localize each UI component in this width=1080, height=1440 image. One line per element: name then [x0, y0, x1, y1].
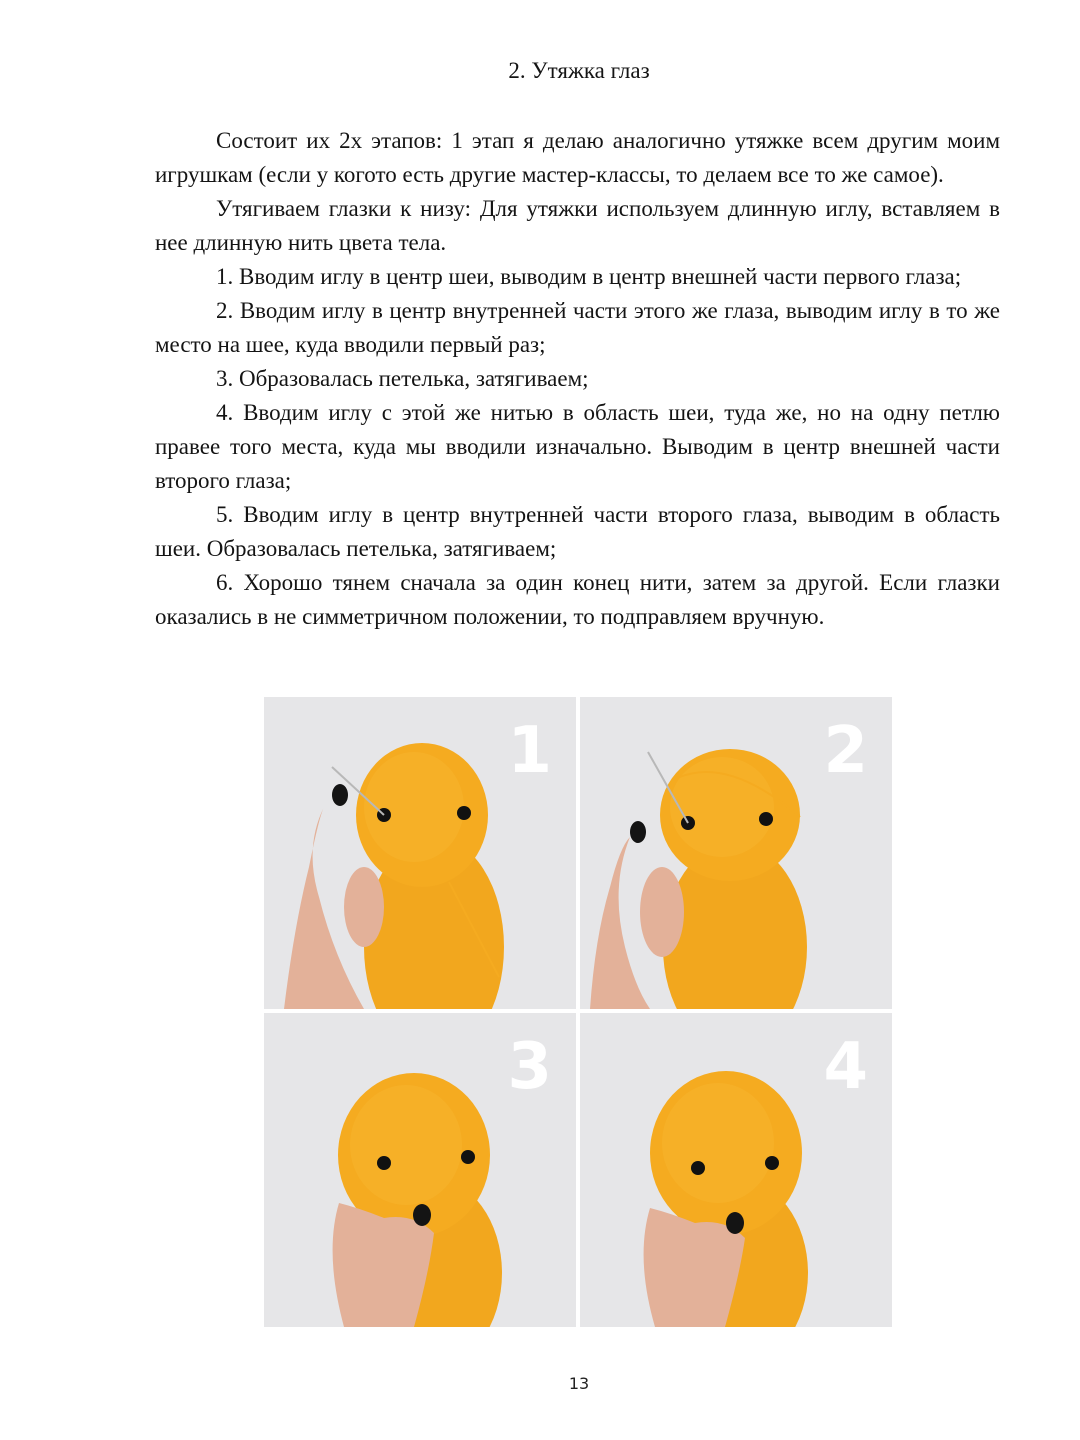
body-text [155, 124, 1000, 634]
photo-step-2 [580, 697, 892, 1009]
step-number-4: 4 [823, 1030, 868, 1104]
photo-step-1 [264, 697, 576, 1009]
photo-grid [264, 697, 893, 1327]
step-number-2: 2 [823, 714, 868, 788]
photo-step-3 [264, 1013, 576, 1327]
step-2-text: 2. Вводим иглу в центр внутренней части этого же глаза, выводим иглу в то же место на шее, куда вводили первый раз; [155, 298, 1000, 357]
paragraph-tightening: Утягиваем глазки к низу: Для утяжки используем длинную иглу, вставляем в нее длинную нить цвета тела. [155, 196, 1000, 255]
step-6-text: 6. Хорошо тянем сначала за один конец нити, затем за другой. Если глазки оказались в не симметричном положении, то подправляем вручную. [155, 570, 1000, 629]
photo-step-4 [580, 1013, 892, 1327]
page-number: 13 [568, 1374, 590, 1393]
step-5-text: 5. Вводим иглу в центр внутренней части второго глаза, выводим в область шеи. Образовалась петелька, затягиваем; [155, 502, 1000, 561]
section-title: 2. Утяжка глаз [508, 58, 650, 83]
step-1-text: 1. Вводим иглу в центр шеи, выводим в центр внешней части первого глаза; [216, 264, 962, 289]
step-4-text: 4. Вводим иглу с этой же нитью в область шеи, туда же, но на одну петлю правее того места, куда мы вводили изначально. Выводим в центр внешней части второго глаза; [155, 400, 1000, 493]
step-3-text: 3. Образовалась петелька, затягиваем; [216, 366, 589, 391]
paragraph-intro: Состоит их 2х этапов: 1 этап я делаю аналогично утяжке всем другим моим игрушкам (если у когото есть другие мастер-классы, то делаем все то же самое). [155, 128, 1000, 187]
step-number-1: 1 [507, 714, 552, 788]
step-number-3: 3 [507, 1030, 552, 1104]
